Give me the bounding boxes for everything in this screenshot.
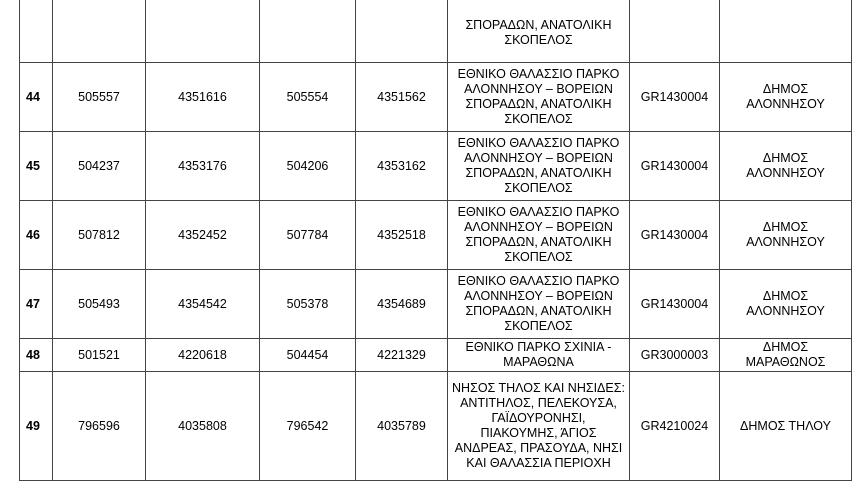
cell-y1: [146, 0, 260, 63]
area-name-line: ΕΘΝΙΚΟ ΘΑΛΑΣΣΙΟ ΠΑΡΚΟ: [457, 274, 620, 288]
area-name-line: ΕΘΝΙΚΟ ΘΑΛΑΣΣΙΟ ΠΑΡΚΟ: [457, 136, 620, 150]
table-row: [20, 372, 852, 481]
area-name-line: ΕΘΝΙΚΟ ΘΑΛΑΣΣΙΟ ΠΑΡΚΟ: [457, 205, 620, 219]
cell-municipality: [720, 372, 852, 481]
cell-area-name: [448, 201, 630, 270]
cell-y2: 4035789: [356, 372, 448, 481]
cell-area-name: [448, 270, 630, 339]
cell-x1: 504237: [53, 132, 146, 201]
table-row: [20, 63, 852, 132]
cell-x2: [260, 0, 356, 63]
cell-site-code: GR1430004: [630, 63, 720, 132]
municipality-line: ΔΗΜΟΣ: [762, 151, 809, 165]
cell-y1: 4220618: [146, 339, 260, 372]
table-row: [20, 132, 852, 201]
area-name-line: ΜΑΡΑΘΩΝΑ: [503, 355, 574, 369]
municipality-line: ΑΛΟΝΝΗΣΟΥ: [746, 304, 825, 318]
municipality-line: ΔΗΜΟΣ: [762, 220, 809, 234]
area-name-line: ΠΙΑΚΟΥΜΗΣ, ΆΓΙΟΣ: [480, 426, 597, 440]
table-row-carry-over: [20, 0, 852, 63]
cell-x2: 505378: [260, 270, 356, 339]
cell-y1: 4035808: [146, 372, 260, 481]
area-name-line: ΑΛΟΝΝΗΣΟΥ – ΒΟΡΕΙΩΝ: [464, 289, 613, 303]
cell-y1: 4353176: [146, 132, 260, 201]
area-name-line: ΕΘΝΙΚΟ ΠΑΡΚΟ ΣΧΙΝΙΑ -: [465, 340, 612, 354]
cell-municipality: [720, 201, 852, 270]
cell-x1: 501521: [53, 339, 146, 372]
cell-site-code: [630, 0, 720, 63]
cell-municipality: [720, 270, 852, 339]
municipality-line: ΔΗΜΟΣ: [762, 340, 809, 354]
area-name-line: ΣΠΟΡΑΔΩΝ, ΑΝΑΤΟΛΙΚΗ: [465, 97, 612, 111]
area-name-line: ΕΘΝΙΚΟ ΘΑΛΑΣΣΙΟ ΠΑΡΚΟ: [457, 67, 620, 81]
cell-x1: [53, 0, 146, 63]
table-row: [20, 201, 852, 270]
cell-municipality: [720, 339, 852, 372]
municipality-line: ΔΗΜΟΣ ΤΗΛΟΥ: [740, 418, 831, 433]
cell-idx: 49: [20, 372, 53, 481]
table-row: [20, 339, 852, 372]
cell-y2: 4352518: [356, 201, 448, 270]
cell-area-name: [448, 0, 630, 63]
cell-site-code: GR4210024: [630, 372, 720, 481]
cell-y2: 4353162: [356, 132, 448, 201]
municipality-line: ΔΗΜΟΣ: [762, 289, 809, 303]
cell-x2: 504454: [260, 339, 356, 372]
area-name-line: ΣΚΟΠΕΛΟΣ: [504, 319, 573, 333]
municipality-line: ΜΑΡΑΘΩΝΟΣ: [745, 355, 826, 369]
protected-areas-table: [19, 0, 852, 481]
area-name-line: ΣΚΟΠΕΛΟΣ: [504, 181, 573, 195]
cell-site-code: GR3000003: [630, 339, 720, 372]
area-name-line: ΝΗΣΟΣ ΤΗΛΟΣ ΚΑΙ ΝΗΣΙΔΕΣ:: [452, 381, 625, 395]
cell-x2: 507784: [260, 201, 356, 270]
cell-x1: 505493: [53, 270, 146, 339]
cell-x1: 507812: [53, 201, 146, 270]
area-name-line: ΣΚΟΠΕΛΟΣ: [504, 33, 573, 47]
cell-x1: 505557: [53, 63, 146, 132]
area-name-line: ΣΠΟΡΑΔΩΝ, ΑΝΑΤΟΛΙΚΗ: [465, 304, 612, 318]
cell-y1: 4352452: [146, 201, 260, 270]
area-name-line: ΑΝΤΙΤΗΛΟΣ, ΠΕΛΕΚΟΥΣΑ,: [460, 396, 617, 410]
cell-x1: 796596: [53, 372, 146, 481]
cell-area-name: [448, 372, 630, 481]
cell-idx: 44: [20, 63, 53, 132]
cell-municipality: [720, 0, 852, 63]
cell-x2: 796542: [260, 372, 356, 481]
cell-area-name: [448, 132, 630, 201]
cell-site-code: GR1430004: [630, 132, 720, 201]
municipality-line: ΑΛΟΝΝΗΣΟΥ: [746, 166, 825, 180]
area-name-line: ΣΠΟΡΑΔΩΝ, ΑΝΑΤΟΛΙΚΗ: [465, 18, 612, 32]
municipality-line: ΔΗΜΟΣ: [762, 82, 809, 96]
area-name-line: ΑΛΟΝΝΗΣΟΥ – ΒΟΡΕΙΩΝ: [464, 151, 613, 165]
area-name-line: ΣΚΟΠΕΛΟΣ: [504, 250, 573, 264]
cell-y1: 4354542: [146, 270, 260, 339]
cell-x2: 505554: [260, 63, 356, 132]
area-name-line: ΣΠΟΡΑΔΩΝ, ΑΝΑΤΟΛΙΚΗ: [465, 235, 612, 249]
cell-idx: 45: [20, 132, 53, 201]
cell-idx: 46: [20, 201, 53, 270]
cell-site-code: GR1430004: [630, 270, 720, 339]
cell-site-code: GR1430004: [630, 201, 720, 270]
area-name-line: ΓΑΪΔΟΥΡΟΝΗΣΙ,: [491, 411, 586, 425]
cell-municipality: [720, 63, 852, 132]
cell-y1: 4351616: [146, 63, 260, 132]
cell-idx: [20, 0, 53, 63]
area-name-line: ΑΝΔΡΕΑΣ, ΠΡΑΣΟΥΔΑ, ΝΗΣΙ: [454, 441, 623, 455]
area-name-line: ΑΛΟΝΝΗΣΟΥ – ΒΟΡΕΙΩΝ: [464, 220, 613, 234]
cell-y2: 4354689: [356, 270, 448, 339]
area-name-line: ΣΚΟΠΕΛΟΣ: [504, 112, 573, 126]
municipality-line: ΑΛΟΝΝΗΣΟΥ: [746, 97, 825, 111]
municipality-line: ΑΛΟΝΝΗΣΟΥ: [746, 235, 825, 249]
cell-y2: 4351562: [356, 63, 448, 132]
cell-idx: 48: [20, 339, 53, 372]
table-row: [20, 270, 852, 339]
cell-idx: 47: [20, 270, 53, 339]
area-name-line: ΚΑΙ ΘΑΛΑΣΣΙΑ ΠΕΡΙΟΧΗ: [466, 456, 611, 470]
area-name-line: ΣΠΟΡΑΔΩΝ, ΑΝΑΤΟΛΙΚΗ: [465, 166, 612, 180]
cell-area-name: [448, 63, 630, 132]
cell-x2: 504206: [260, 132, 356, 201]
cell-area-name: [448, 339, 630, 372]
area-name-line: ΑΛΟΝΝΗΣΟΥ – ΒΟΡΕΙΩΝ: [464, 82, 613, 96]
cell-municipality: [720, 132, 852, 201]
cell-y2: 4221329: [356, 339, 448, 372]
cell-y2: [356, 0, 448, 63]
